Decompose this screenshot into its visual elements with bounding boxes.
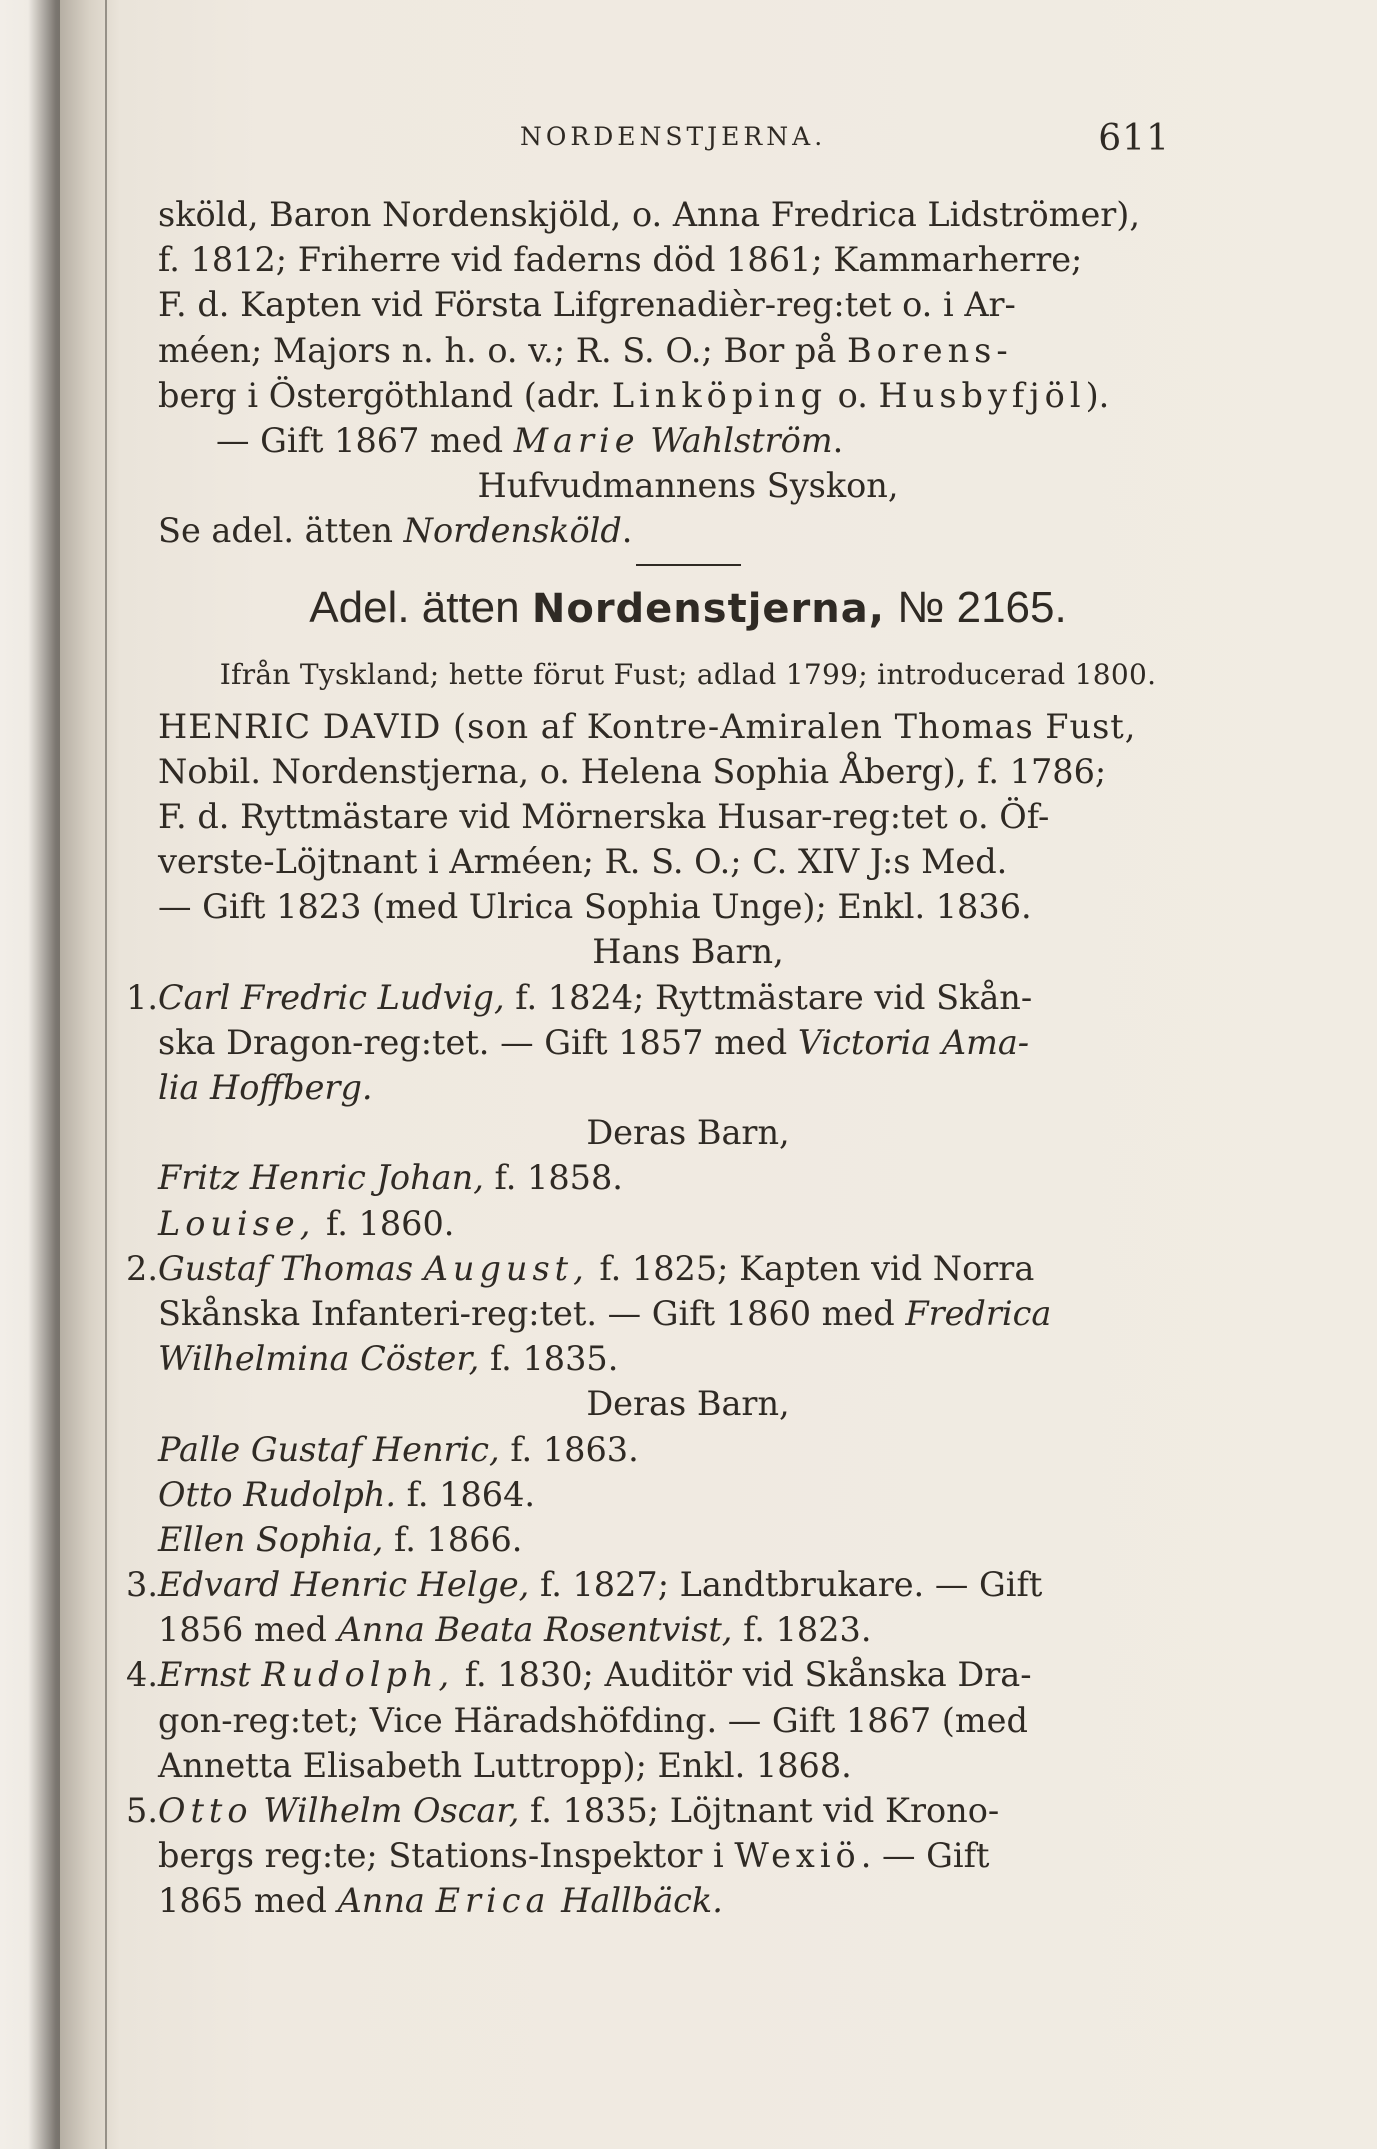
section-divider (636, 564, 741, 566)
family-heading: Adel. ätten Nordenstjerna, № 2165. (309, 582, 1067, 632)
head-entry-line: verste-Löjtnant i Arméen; R. S. O.; C. XIV J:s Med. (158, 842, 1008, 882)
child-number: 4. (126, 1655, 158, 1695)
child-entry: 3.Edvard Henric Helge, f. 1827; Landtbrukare. — Gift (158, 1562, 1218, 1607)
grandchild-entry: Fritz Henric Johan, f. 1858. (158, 1158, 623, 1198)
text-line: F. d. Kapten vid Första Lifgrenadièr-reg:tet o. i Ar- (158, 285, 1016, 325)
text-line: ska Dragon-reg:tet. — Gift 1857 med Victoria Ama- (158, 1022, 1030, 1062)
text-line: 1865 med Anna Erica Hallbäck. (158, 1881, 723, 1921)
text-line: Annetta Elisabeth Luttropp); Enkl. 1868. (158, 1745, 852, 1785)
text-line: 1856 med Anna Beata Rosentvist, f. 1823. (158, 1610, 872, 1650)
text-line: gon-reg:tet; Vice Häradshöfding. — Gift 1867 (med (158, 1700, 1028, 1740)
text-line: méen; Majors n. h. o. v.; R. S. O.; Bor på Borens- (158, 330, 1013, 370)
child-number: 1. (126, 977, 158, 1017)
grandchildren-heading: Deras Barn, (586, 1384, 790, 1424)
child-number: 2. (126, 1248, 158, 1288)
child-entry: 1.Carl Fredric Ludvig, f. 1824; Ryttmästare vid Skån- (158, 975, 1218, 1020)
child-number: 3. (126, 1565, 158, 1605)
head-entry-line: HENRIC DAVID (son af Kontre-Amiralen Thomas Fust, (158, 706, 1137, 746)
child-entry: 2.Gustaf Thomas August, f. 1825; Kapten vid Norra (158, 1246, 1218, 1291)
running-head (520, 118, 1240, 158)
sibling-heading: Hufvudmannens Syskon, (477, 466, 899, 506)
grandchild-entry: Ellen Sophia, f. 1866. (158, 1519, 523, 1559)
child-entry: 4.Ernst Rudolph, f. 1830; Auditör vid Skånska Dra- (158, 1652, 1218, 1697)
text-line: bergs reg:te; Stations-Inspektor i Wexiö. — Gift (158, 1836, 990, 1876)
grandchildren-heading: Deras Barn, (586, 1113, 790, 1153)
text-line: — Gift 1867 med Marie Wahlström. (216, 420, 844, 460)
text-line: Skånska Infanteri-reg:tet. — Gift 1860 med Fredrica (158, 1293, 1052, 1333)
head-entry-line: — Gift 1823 (med Ulrica Sophia Unge); Enkl. 1836. (158, 887, 1032, 927)
text-line: sköld, Baron Nordenskjöld, o. Anna Fredrica Lidströmer), (158, 195, 1141, 234)
children-heading: Hans Barn, (592, 932, 784, 972)
cross-reference: Se adel. ätten Nordensköld. (158, 511, 633, 551)
text-line: Wilhelmina Cöster, f. 1835. (158, 1339, 619, 1379)
page-text (126, 192, 1218, 1924)
text-line: f. 1812; Friherre vid faderns död 1861; Kammarherre; (158, 240, 1083, 280)
text-line: lia Hoffberg. (158, 1068, 373, 1107)
text-line: berg i Östergöthland (adr. Linköping o. Husbyfjöl). (158, 375, 1110, 415)
child-entry: 5.Otto Wilhelm Oscar, f. 1835; Löjtnant vid Krono- (158, 1788, 1218, 1833)
grandchild-entry: Louise, f. 1860. (158, 1203, 455, 1243)
running-title: NORDENSTJERNA. (520, 122, 827, 151)
grandchild-entry: Otto Rudolph. f. 1864. (158, 1474, 536, 1514)
family-origin: Ifrån Tyskland; hette förut Fust; adlad 1799; introducerad 1800. (219, 657, 1157, 691)
head-entry-line: Nobil. Nordenstjerna, o. Helena Sophia Åberg), f. 1786; (158, 751, 1107, 791)
gutter-shadow (105, 0, 107, 2149)
grandchild-entry: Palle Gustaf Henric, f. 1863. (158, 1429, 639, 1469)
head-entry-line: F. d. Ryttmästare vid Mörnerska Husar-reg:tet o. Öf- (158, 796, 1050, 836)
page-number: 611 (1098, 118, 1170, 159)
child-number: 5. (126, 1791, 158, 1830)
